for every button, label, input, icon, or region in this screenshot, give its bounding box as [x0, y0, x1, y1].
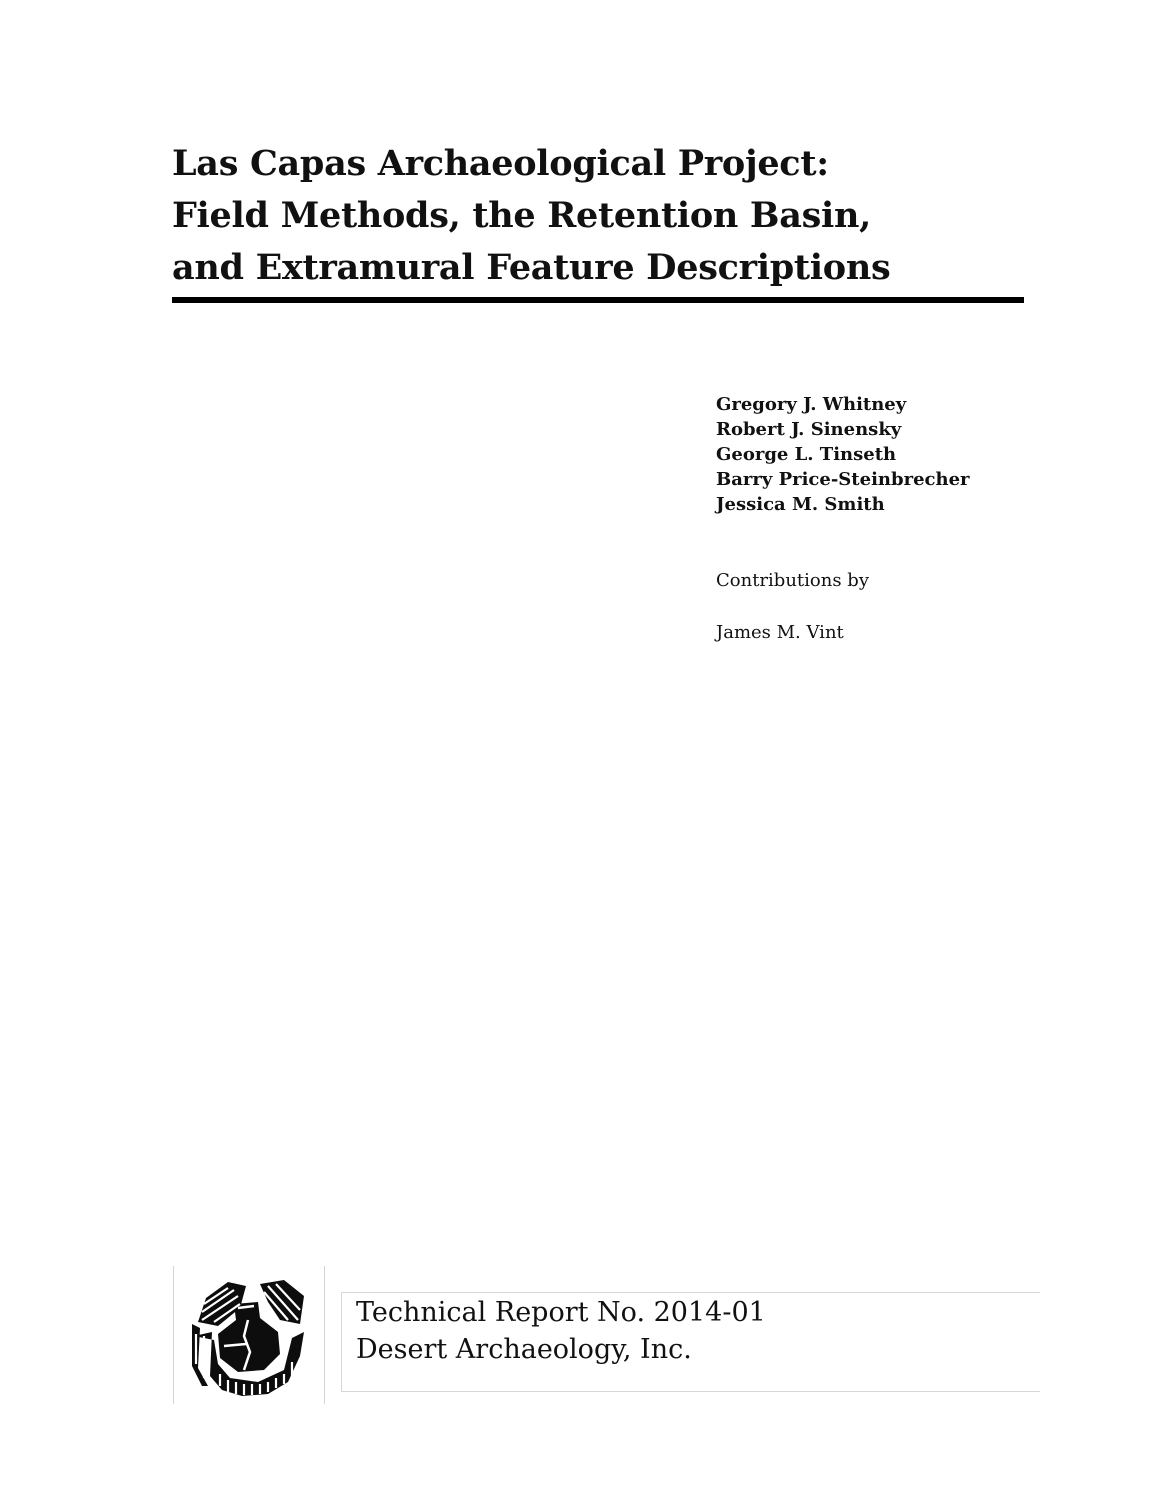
report-number: Technical Report No. 2014-01: [356, 1297, 766, 1328]
report-title: [172, 138, 1032, 294]
desert-archaeology-pot-logo-icon: [188, 1274, 310, 1400]
author-name: Jessica M. Smith: [716, 494, 885, 515]
contributor-name: James M. Vint: [716, 622, 844, 643]
author-name: Barry Price-Steinbrecher: [716, 469, 970, 490]
report-info-box: [341, 1292, 1040, 1392]
author-name: Gregory J. Whitney: [716, 394, 907, 415]
title-divider: [172, 297, 1024, 303]
contributions-label: Contributions by: [716, 570, 869, 591]
title-line-3: and Extramural Feature Descriptions: [172, 247, 891, 288]
publisher-logo: [173, 1266, 325, 1404]
author-name: George L. Tinseth: [716, 444, 897, 465]
author-list: [716, 392, 1116, 517]
title-line-1: Las Capas Archaeological Project:: [172, 143, 829, 184]
author-name: Robert J. Sinensky: [716, 419, 902, 440]
publisher-name: Desert Archaeology, Inc.: [356, 1334, 692, 1365]
title-line-2: Field Methods, the Retention Basin,: [172, 195, 872, 236]
